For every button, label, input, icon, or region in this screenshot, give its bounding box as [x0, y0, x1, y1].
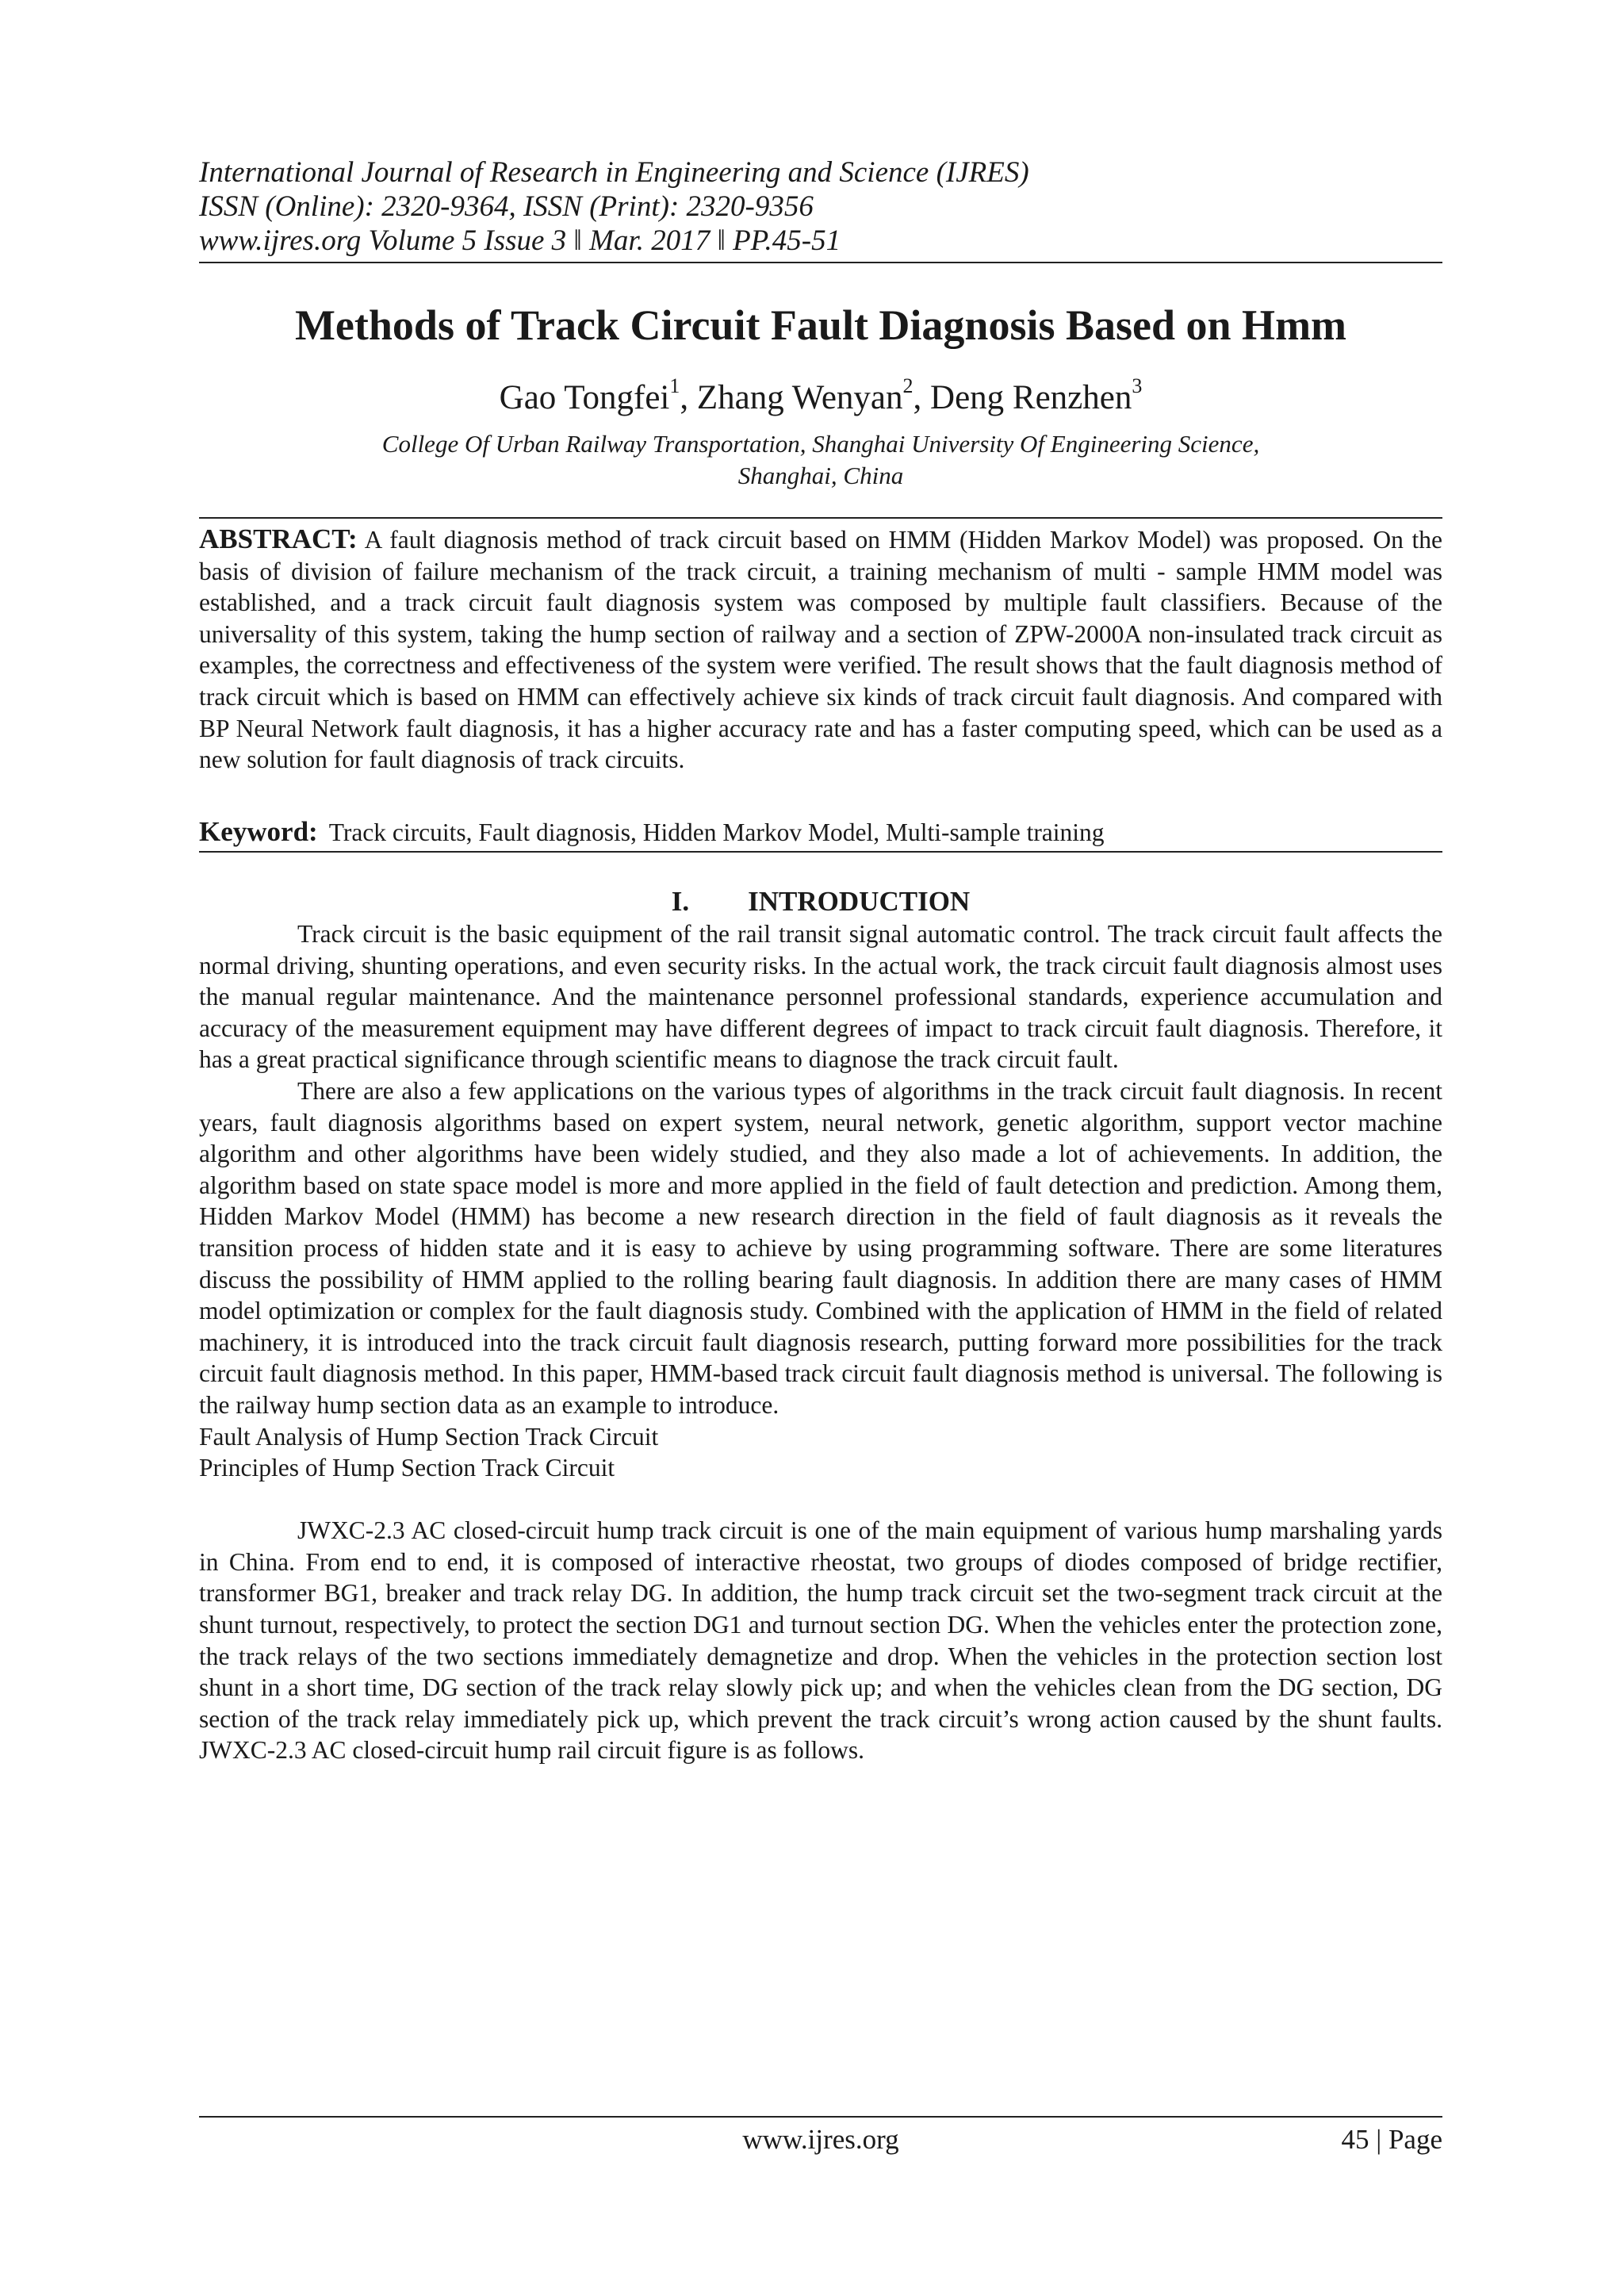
author-affiliation-mark: 1 [669, 374, 680, 397]
keyword-divider [199, 851, 1442, 853]
abstract-divider [199, 517, 1442, 519]
abstract-text: A fault diagnosis method of track circuit based on HMM (Hidden Markov Model) was proposed. On the basis of division of failure mechanism of the track circuit, a training mechanism of multi - sample HMM model was established, and a track circuit fault diagnosis system was composed by multiple fault classifiers. Because of the universality of this system, taking the hump section of railway and a section of ZPW-2000A non-insulated track circuit as examples, the correctness and effectiveness of the system were verified. The result shows that the fault diagnosis method of track circuit which is based on HMM can effectively achieve six kinds of track circuit fault diagnosis. And compared with BP Neural Network fault diagnosis, it has a higher accuracy rate and has a faster computing speed, which can be used as a new solution for fault diagnosis of track circuits. [199, 526, 1442, 774]
journal-issn: ISSN (Online): 2320-9364, ISSN (Print): 2320-9356 [199, 190, 814, 223]
author-separator: , [913, 379, 931, 416]
keyword-label: Keyword: [199, 816, 318, 847]
page-number: 45 | Page [1341, 2124, 1442, 2155]
paragraph: JWXC-2.3 AC closed-circuit hump track circuit is one of the main equipment of various hump marshaling yards in China. From end to end, it is composed of interactive rheostat, two groups of diodes composed of bridge rectifier, transformer BG1, breaker and track relay DG. In addition, the hump track circuit set the two-segment track circuit at the shunt turnout, respectively, to protect the section DG1 and turnout section DG. When the vehicles enter the protection zone, the track relays of the two sections immediately demagnetize and drop. When the vehicles in the protection section lost shunt in a short time, DG section of the track relay slowly pick up; and when the vehicles clean from the DG section, DG section of the track relay immediately pick up, which prevent the track circuit’s wrong action caused by the shunt faults. JWXC-2.3 AC closed-circuit hump rail circuit figure is as follows. [199, 1516, 1442, 1765]
author-name: Zhang Wenyan [696, 379, 903, 416]
author-affiliation-mark: 2 [902, 374, 914, 397]
footer-url: www.ijres.org [742, 2124, 899, 2155]
paper-title: Methods of Track Circuit Fault Diagnosis Based on Hmm [294, 301, 1347, 349]
author-name: Deng Renzhen [930, 379, 1132, 416]
author-separator: , [680, 379, 697, 416]
journal-name: International Journal of Research in Engineering and Science (IJRES) [199, 156, 1029, 189]
author-list [199, 374, 1442, 419]
footer-divider [199, 2116, 1442, 2118]
affiliation [199, 428, 1442, 492]
abstract [199, 523, 1442, 776]
author-affiliation-mark: 3 [1132, 374, 1143, 397]
body-text [199, 918, 1442, 1766]
journal-volume: www.ijres.org Volume 5 Issue 3 ǁ Mar. 2017 ǁ PP.45-51 [199, 224, 841, 257]
paragraph: Track circuit is the basic equipment of the rail transit signal automatic control. The track circuit fault affects the normal driving, shunting operations, and even security risks. In the actual work, the track circuit fault diagnosis almost uses the manual regular maintenance. And the maintenance personnel professional standards, experience accumulation and accuracy of the measurement equipment may have different degrees of impact to track circuit fault diagnosis. Therefore, it has a great practical significance through scientific means to diagnose the track circuit fault. [199, 920, 1442, 1074]
header-divider [199, 262, 1442, 263]
subheading: Fault Analysis of Hump Section Track Circuit [199, 1422, 659, 1451]
keywords [199, 816, 1442, 849]
section-heading [199, 884, 1442, 919]
paragraph: There are also a few applications on the various types of algorithms in the track circuit fault diagnosis. In recent years, fault diagnosis algorithms based on expert system, neural network, genetic algorithm, support vector machine algorithm and other algorithms have been widely studied, and they also made a lot of achievements. In addition, the algorithm based on state space model is more and more applied in the field of fault detection and prediction. Among them, Hidden Markov Model (HMM) has become a new research direction in the field of fault diagnosis as it reveals the transition process of hidden state and it is easy to achieve by using programming software. There are some literatures discuss the possibility of HMM applied to the rolling bearing fault diagnosis. In addition there are many cases of HMM model optimization or complex for the fault diagnosis study. Combined with the application of HMM in the field of related machinery, it is introduced into the track circuit fault diagnosis research, putting forward more possibilities for the track circuit fault diagnosis method. In this paper, HMM-based track circuit fault diagnosis method is universal. The following is the railway hump section data as an example to introduce. [199, 1076, 1442, 1419]
journal-header [199, 155, 1442, 258]
subheading: Principles of Hump Section Track Circuit [199, 1454, 615, 1482]
author-name: Gao Tongfei [499, 379, 670, 416]
affiliation-line: Shanghai, China [737, 462, 904, 489]
keyword-text: Track circuits, Fault diagnosis, Hidden Markov Model, Multi-sample training [328, 818, 1105, 846]
section-title: INTRODUCTION [748, 886, 971, 917]
section-number: I. [671, 886, 690, 917]
abstract-label: ABSTRACT: [199, 523, 358, 554]
affiliation-line: College Of Urban Railway Transportation, Shanghai University Of Engineering Science, [381, 430, 1260, 458]
